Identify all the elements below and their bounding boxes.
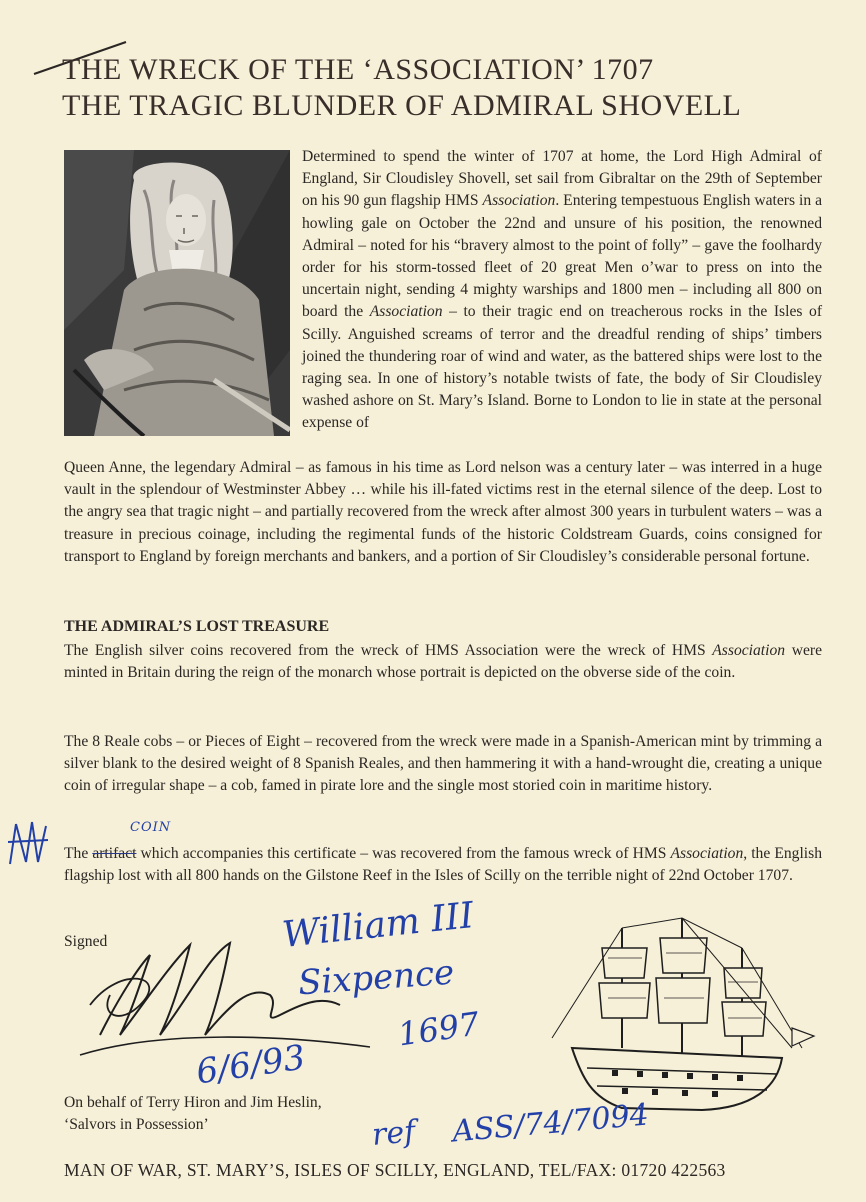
coin-correction: COIN xyxy=(130,820,172,835)
treasure-heading: THE ADMIRAL’S LOST TREASURE xyxy=(64,618,330,635)
handwritten-king: William III xyxy=(280,895,476,956)
on-behalf-line-1: On behalf of Terry Hiron and Jim Heslin, xyxy=(64,1094,322,1111)
signed-label: Signed xyxy=(64,933,108,950)
p3-text-b: which accompanies this certificate – was recovered from the famous wreck of HMS xyxy=(136,845,671,862)
admiral-portrait xyxy=(64,150,290,436)
handwritten-denomination: Sixpence xyxy=(296,952,456,1004)
struck-word: artifact xyxy=(92,845,137,862)
footer-address: MAN OF WAR, ST. MARY’S, ISLES OF SCILLY, ENGLAND, TEL/FAX: 01720 422563 xyxy=(64,1160,726,1180)
intro-text-2: . Entering tempestuous English waters in a howling gale on October the 22nd and unsure of his position, the renowned Admiral – noted for his “bravery almost to the point of folly” – gave the foolhardy order for his storm-tossed fleet of 20 great Men o’war to press on into the uncertain night, sending 4 mighty warships and 1800 men – including all 800 on board the xyxy=(302,192,822,321)
p3-text-a: The xyxy=(64,845,93,862)
on-behalf-line-2: ‘Salvors in Possession’ xyxy=(64,1116,209,1133)
p1-text-a: The English silver coins recovered from the wreck of HMS Association were the wreck of HMS xyxy=(64,642,713,659)
handwritten-year: 1697 xyxy=(395,1004,482,1054)
intro-text-1: Determined to spend the winter of 1707 at home, the Lord High Admiral of England, Sir Cloudisley Shovell, set sail from Gibraltar on the 29th of September on his 90 gun flagship HMS xyxy=(302,148,822,210)
title-line-2: THE TRAGIC BLUNDER OF ADMIRAL SHOVELL xyxy=(62,89,742,122)
treasure-paragraph-3 xyxy=(64,843,822,887)
intro-continuation: Queen Anne, the legendary Admiral – as famous in his time as Lord nelson was a century later – was interred in a huge vault in the splendour of Westminster Abbey … while his ill-fated victims rest in the eternal silence of the deep. Lost to the angry sea that tragic night – and partially recovered from the wreck after almost 300 years in turbulent waters – was a treasure in precious coinage, including the regimental funds of the historic Coldstream Guards, coins consigned for transport to England by foreign merchants and bankers, and a portion of Sir Cloudisley’s considerable personal fortune. xyxy=(64,459,822,565)
p3-text-c: , the English flagship lost with all 800 hands on the Gilstone Reef in the Isles of Scilly on the terrible night of 22nd October 1707. xyxy=(64,845,822,885)
treasure-paragraph-2: The 8 Reale cobs – or Pieces of Eight – recovered from the wreck were made in a Spanish-American mint by trimming a silver blank to the desired weight of 8 Spanish Reales, and then hammering it with a hand-wrought die, creating a unique coin of irregular shape – a cob, famed in pirate lore and the single most storied coin in maritime history. xyxy=(64,733,822,795)
title-line-1: THE WRECK OF THE ‘ASSOCIATION’ 1707 xyxy=(62,53,654,86)
ship-name: Association xyxy=(482,192,556,210)
intro-paragraph xyxy=(302,146,822,435)
intro-text-3: – to their tragic end on treacherous rocks in the Isles of Scilly. Anguished screams of terror and the dreadful rending of ships’ timbers joined the thundering roar of wind and water, as the battered ships were lost to the raging sea. In one of history’s notable twists of fate, the body of Sir Cloudisley washed ashore on St. Mary’s Island. Borne to London to lie in state at the personal expense of xyxy=(302,303,823,432)
ship-name: Association xyxy=(712,642,786,659)
ship-name: Association xyxy=(670,845,744,862)
ship-illustration xyxy=(552,918,812,1118)
treasure-paragraph-1 xyxy=(64,640,822,684)
handwritten-date: 6/6/93 xyxy=(193,1037,308,1093)
margin-initials xyxy=(6,818,50,868)
handwritten-ref-label: ref xyxy=(370,1114,417,1153)
handwritten-ref-number: ASS/74/7094 xyxy=(450,1097,651,1150)
ship-name: Association xyxy=(369,303,443,321)
p1-text-b: were minted in Britain during the reign of the monarch whose portrait is depicted on the obverse side of the coin. xyxy=(64,642,822,682)
